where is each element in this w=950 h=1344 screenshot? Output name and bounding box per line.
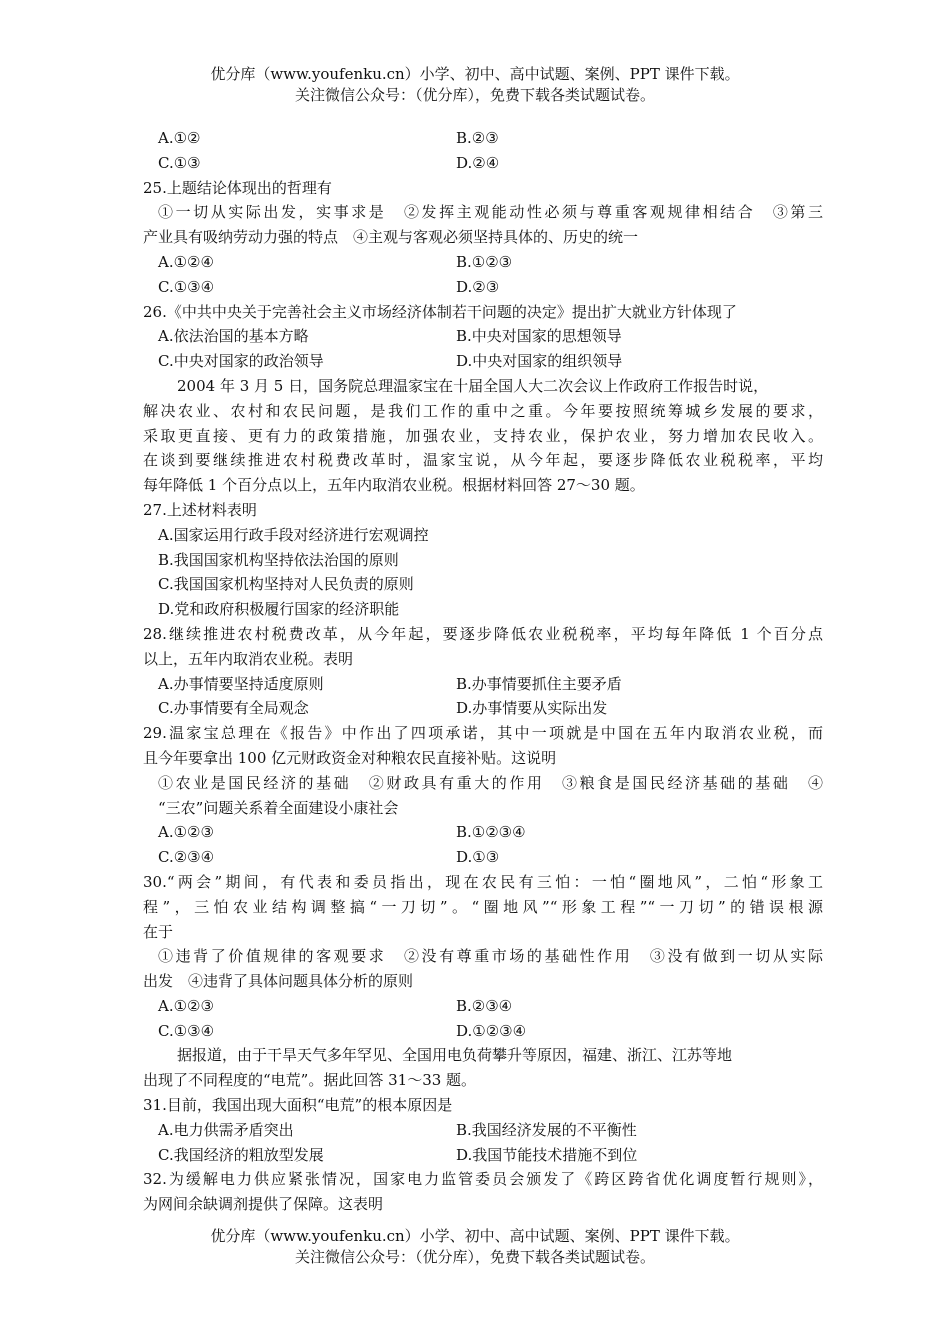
q28-options-row-1 bbox=[143, 672, 823, 697]
q26-stem: 26.《中共中央关于完善社会主义市场经济体制若干问题的决定》提出扩大就业方针体现了 bbox=[143, 302, 737, 321]
q27-option-a: A.国家运用行政手段对经济进行宏观调控 bbox=[158, 525, 429, 544]
q31-options-row-1 bbox=[143, 1118, 823, 1143]
q26-option-b: B.中央对国家的思想领导 bbox=[456, 327, 622, 346]
q28-option-c: C.办事情要有全局观念 bbox=[158, 699, 309, 718]
q24-options-row-1 bbox=[143, 126, 823, 151]
q30-items-line-1: ①违背了价值规律的客观要求 ②没有尊重市场的基础性作用 ③没有做到一切从实际 bbox=[158, 947, 823, 966]
q29-items-line-2: “三农”问题关系着全面建设小康社会 bbox=[158, 798, 399, 817]
q30-stem-line-1: 30.“两会”期间，有代表和委员指出，现在农民有三怕：一怕“圈地风”，二怕“形象工 bbox=[143, 872, 823, 891]
q31-option-c: C.我国经济的粗放型发展 bbox=[158, 1145, 324, 1164]
material-1-line-4: 在谈到要继续推进农村税费改革时，温家宝说，从今年起，要逐步降低农业税税率，平均 bbox=[143, 451, 823, 470]
q25-option-a: A.①②④ bbox=[158, 252, 214, 271]
q27-option-b: B.我国国家机构坚持依法治国的原则 bbox=[158, 550, 399, 569]
q32-stem-line-2: 为网间余缺调剂提供了保障。这表明 bbox=[143, 1195, 384, 1214]
q25-stem: 25.上题结论体现出的哲理有 bbox=[143, 178, 332, 197]
q24-option-a: A.①② bbox=[158, 129, 201, 147]
header-line-2: 关注微信公众号：（优分库），免费下载各类试题试卷。 bbox=[294, 86, 655, 104]
q30-option-c: C.①③④ bbox=[158, 1021, 215, 1040]
q25-options-row-2 bbox=[143, 275, 823, 300]
q24-options-row-2 bbox=[143, 151, 823, 176]
q25-option-b: B.①②③ bbox=[456, 252, 513, 271]
q30-options-row-1 bbox=[143, 994, 823, 1019]
q29-options-row-2 bbox=[143, 845, 823, 870]
page-header bbox=[0, 64, 950, 106]
material-2-line-1: 据报道，由于干旱天气多年罕见、全国用电负荷攀升等原因，福建、浙江、江苏等地 bbox=[177, 1046, 733, 1065]
q29-options-row-1 bbox=[143, 820, 823, 845]
q28-option-b: B.办事情要抓住主要矛盾 bbox=[456, 674, 622, 693]
q25-items-line-1: ①一切从实际出发，实事求是 ②发挥主观能动性必须与尊重客观规律相结合 ③第三 bbox=[158, 203, 823, 222]
q30-option-b: B.②③④ bbox=[456, 996, 513, 1015]
q27-stem: 27.上述材料表明 bbox=[143, 500, 257, 519]
q26-option-d: D.中央对国家的组织领导 bbox=[456, 352, 623, 371]
material-1-line-5: 每年降低 1 个百分点以上，五年内取消农业税。根据材料回答 27～30 题。 bbox=[143, 476, 645, 495]
q31-option-b: B.我国经济发展的不平衡性 bbox=[456, 1120, 637, 1139]
material-1-line-3: 采取更直接、更有力的政策措施，加强农业，支持农业，保护农业，努力增加农民收入。 bbox=[143, 426, 823, 445]
q29-option-b: B.①②③④ bbox=[456, 823, 526, 842]
q28-stem-line-2: 以上，五年内取消农业税。表明 bbox=[143, 649, 354, 668]
q29-stem-line-2: 且今年要拿出 100 亿元财政资金对种粮农民直接补贴。这说明 bbox=[143, 748, 557, 767]
q29-items-line-1: ①农业是国民经济的基础 ②财政具有重大的作用 ③粮食是国民经济基础的基础 ④ bbox=[158, 773, 823, 792]
q27-option-c: C.我国国家机构坚持对人民负责的原则 bbox=[158, 575, 414, 594]
material-1-line-1: 2004 年 3 月 5 日，国务院总理温家宝在十届全国人大二次会议上作政府工作报告时说， bbox=[177, 376, 769, 395]
q29-option-a: A.①②③ bbox=[158, 823, 214, 842]
q29-option-d: D.①③ bbox=[456, 848, 500, 867]
material-2-line-2: 出现了不同程度的“电荒”。据此回答 31～33 题。 bbox=[143, 1071, 477, 1090]
q30-option-d: D.①②③④ bbox=[456, 1021, 527, 1040]
exam-content bbox=[143, 126, 823, 1217]
q29-option-c: C.②③④ bbox=[158, 848, 215, 867]
q30-stem-line-2: 程”，三怕农业结构调整搞“一刀切”。“圈地风”“形象工程”“一刀切”的错误根源 bbox=[143, 897, 823, 916]
q30-items-line-2: 出发 ④违背了具体问题具体分析的原则 bbox=[143, 972, 414, 991]
material-1-line-2: 解决农业、农村和农民问题，是我们工作的重中之重。今年要按照统筹城乡发展的要求， bbox=[143, 401, 823, 420]
q28-option-d: D.办事情要从实际出发 bbox=[456, 699, 608, 718]
q30-stem-line-3: 在于 bbox=[143, 922, 174, 941]
q26-options-row-2 bbox=[143, 349, 823, 374]
q25-option-c: C.①③④ bbox=[158, 277, 215, 296]
q26-option-a: A.依法治国的基本方略 bbox=[158, 327, 309, 346]
q31-option-d: D.我国节能技术措施不到位 bbox=[456, 1145, 638, 1164]
q27-option-d: D.党和政府积极履行国家的经济职能 bbox=[158, 600, 400, 619]
q25-option-d: D.②③ bbox=[456, 277, 500, 296]
q30-option-a: A.①②③ bbox=[158, 996, 214, 1015]
footer-line-1: 优分库（www.youfenku.cn）小学、初中、高中试题、案例、PPT 课件下载。 bbox=[210, 1227, 740, 1245]
q25-options-row-1 bbox=[143, 250, 823, 275]
q28-option-a: A.办事情要坚持适度原则 bbox=[158, 674, 324, 693]
q31-options-row-2 bbox=[143, 1143, 823, 1168]
q26-options-row-1 bbox=[143, 324, 823, 349]
q25-items-line-2: 产业具有吸纳劳动力强的特点 ④主观与客观必须坚持具体的、历史的统一 bbox=[143, 228, 639, 247]
q24-option-d: D.②④ bbox=[456, 153, 500, 172]
q30-options-row-2 bbox=[143, 1019, 823, 1044]
q28-stem-line-1: 28.继续推进农村税费改革，从今年起，要逐步降低农业税税率，平均每年降低 1 个百分点 bbox=[143, 624, 823, 643]
q31-stem: 31.目前，我国出现大面积“电荒”的根本原因是 bbox=[143, 1096, 453, 1115]
q29-stem-line-1: 29.温家宝总理在《报告》中作出了四项承诺，其中一项就是中国在五年内取消农业税，而 bbox=[143, 724, 823, 743]
q28-options-row-2 bbox=[143, 696, 823, 721]
q26-option-c: C.中央对国家的政治领导 bbox=[158, 352, 324, 371]
q24-option-b: B.②③ bbox=[456, 129, 499, 147]
header-line-1: 优分库（www.youfenku.cn）小学、初中、高中试题、案例、PPT 课件下载。 bbox=[210, 65, 740, 83]
q32-stem-line-1: 32.为缓解电力供应紧张情况，国家电力监管委员会颁发了《跨区跨省优化调度暂行规则》， bbox=[143, 1170, 823, 1189]
q24-option-c: C.①③ bbox=[158, 153, 201, 172]
q31-option-a: A.电力供需矛盾突出 bbox=[158, 1120, 294, 1139]
page-footer bbox=[0, 1226, 950, 1268]
footer-line-2: 关注微信公众号：（优分库），免费下载各类试题试卷。 bbox=[294, 1248, 655, 1266]
